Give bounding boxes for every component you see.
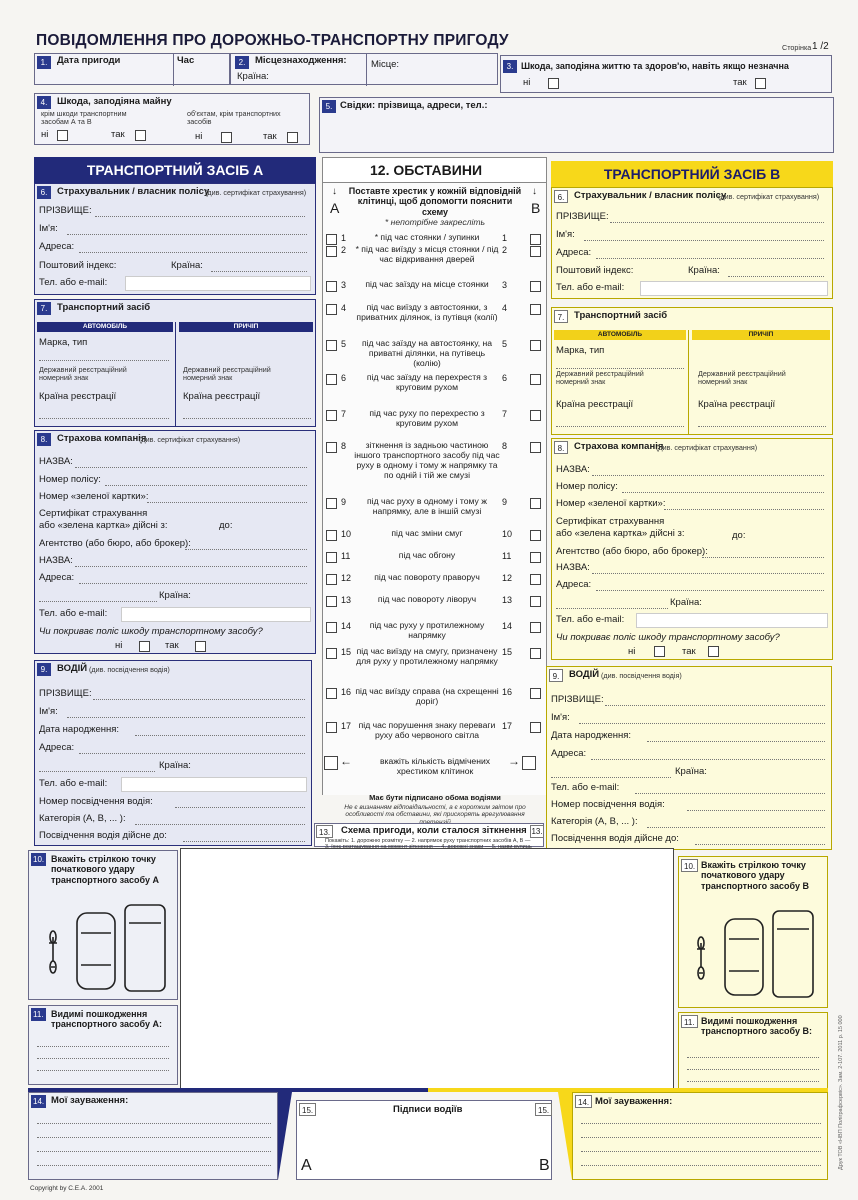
section-1-date[interactable] — [34, 53, 230, 85]
injury-yes-label: так — [733, 77, 747, 88]
driver-hint: (див. посвідчення водія) — [89, 665, 170, 674]
circumstance-text: зіткнення із задньою частиною іншого транспортного засобу під час руху в одному і тому ж напрямку та по одній і тій же смузі — [354, 440, 500, 480]
page-number: 1 /2 — [812, 41, 829, 52]
section-number: 8. — [554, 441, 568, 454]
agency-label: Агентство (або бюро, або брокер): — [556, 546, 708, 557]
section-8-insurer-b — [551, 438, 833, 660]
agency-phone-field-a[interactable] — [121, 607, 311, 622]
driver-name-label: Ім'я: — [551, 712, 570, 723]
property-b-no-checkbox[interactable] — [221, 132, 232, 143]
plate-label: Державний реєстраційний номерний знак — [556, 369, 644, 387]
section-10-impact-a — [28, 850, 178, 1000]
name-label: Ім'я: — [39, 223, 58, 234]
property-b-yes-label: так — [263, 131, 277, 142]
insurer-hint: (див. сертифікат страхування) — [656, 443, 758, 452]
circumstance-number-b: 1 — [502, 233, 508, 243]
covers-yes-checkbox-a[interactable] — [195, 641, 206, 652]
policy-label: Номер полісу: — [39, 474, 101, 485]
driver-hint: (див. посвідчення водія) — [601, 671, 682, 680]
driver-surname-label: ПРІЗВИЩЕ: — [551, 694, 604, 705]
insured-label: Страхувальник / власник полісу — [57, 186, 210, 197]
vehicle-silhouettes-a[interactable] — [39, 903, 171, 995]
sign-sub: Не є визнанням відповідальності, а є коротким звітом про особливості та обставини, які прискорять врегулювання — [344, 804, 526, 819]
damage-b-label: Видимі пошкодження транспортного засобу В: — [701, 1016, 812, 1037]
section-5-witnesses[interactable] — [319, 97, 834, 153]
circumstance-checkbox-a-6[interactable] — [326, 374, 337, 385]
trailer-tab: ПРИЧІП — [179, 322, 313, 332]
property-a-yes-checkbox[interactable] — [135, 130, 146, 141]
property-a-no-label: ні — [41, 129, 49, 140]
section-7-vehicle-b — [551, 307, 833, 435]
covers-no-checkbox-b[interactable] — [654, 646, 665, 657]
section-number: 10. — [33, 855, 45, 864]
circumstance-number-b: 4 — [502, 303, 508, 313]
circumstance-checkbox-a-13[interactable] — [326, 596, 337, 607]
circumstance-number-a: 5 — [341, 339, 347, 349]
page-title: ПОВІДОМЛЕННЯ ПРО ДОРОЖНЬО-ТРАНСПОРТНУ ПРИГОДУ — [36, 32, 509, 49]
agency-country-label: Країна: — [159, 590, 191, 601]
sketch-label: Схема пригоди, коли сталося зіткнення — [341, 825, 527, 836]
section-6-insured-a — [34, 183, 316, 295]
circumstance-checkbox-b-11[interactable] — [530, 552, 541, 563]
insurer-name-label: НАЗВА: — [556, 464, 590, 475]
property-b-yes-checkbox[interactable] — [287, 132, 298, 143]
circumstance-number-a: 16 — [341, 687, 352, 697]
section-13-number-b: 13. — [531, 827, 543, 836]
covers-no-checkbox-a[interactable] — [139, 641, 150, 652]
section-8-insurer-a — [34, 430, 316, 654]
driver-country-label: Країна: — [159, 760, 191, 771]
license-category-label: Категорія (А, В, ... ): — [551, 816, 638, 827]
section-number: 11. — [33, 1010, 44, 1019]
make-label: Марка, тип — [556, 345, 605, 356]
property-b-no-label: ні — [195, 131, 203, 142]
circumstance-checkbox-b-9[interactable] — [530, 498, 541, 509]
insured-hint: (див. сертифікат страхування) — [718, 192, 820, 201]
circumstance-checkbox-a-15[interactable] — [326, 648, 337, 659]
time-label: Час — [177, 55, 195, 66]
circumstance-number-a: 17 — [341, 721, 352, 731]
circumstance-checkbox-a-3[interactable] — [326, 281, 337, 292]
count-arrow-a: ← — [340, 754, 352, 768]
section-2-location[interactable] — [230, 53, 498, 85]
section-13-sketch-header — [314, 823, 544, 847]
circumstance-text: під час зміни смуг — [391, 528, 463, 538]
circumstance-checkbox-b-8[interactable] — [530, 442, 541, 453]
signature-b-area[interactable] — [427, 1123, 527, 1175]
covers-yes-checkbox-b[interactable] — [708, 646, 719, 657]
circumstance-checkbox-a-8[interactable] — [326, 442, 337, 453]
vehicle-a-header: ТРАНСПОРТНИЙ ЗАСІБ А — [34, 157, 316, 183]
phone-field-b[interactable] — [640, 281, 828, 296]
blue-wedge — [278, 1092, 292, 1180]
col-b-letter: B — [531, 200, 541, 216]
count-arrow-b: → — [508, 754, 520, 768]
agency-name-label: НАЗВА: — [556, 562, 590, 573]
phone-label: Тел. або e-mail: — [556, 282, 625, 293]
circumstance-text: * під час стоянки / зупинки — [374, 232, 480, 242]
insurer-label: Страхова компанія — [574, 441, 664, 452]
cert-label: Сертифікат страхування — [556, 516, 665, 527]
location-label: Місцезнаходження: — [255, 55, 347, 66]
circumstance-checkbox-a-12[interactable] — [326, 574, 337, 585]
section-number: 9. — [37, 663, 51, 676]
policy-label: Номер полісу: — [556, 481, 618, 492]
remarks-a-label: Мої зауваження: — [51, 1095, 129, 1106]
section-number: 9. — [549, 669, 563, 682]
license-valid-label: Посвідчення водія дійсне до: — [39, 830, 167, 841]
signature-b-letter: B — [539, 1157, 550, 1174]
driver-dob-label: Дата народження: — [39, 724, 120, 735]
postcode-label: Поштовий індекс: — [39, 260, 117, 271]
cert-label: Сертифікат страхування — [39, 508, 148, 519]
circumstance-text: під час виїзду справа (на схрещенні доріг) — [355, 686, 499, 706]
driver-phone-label: Тел. або e-mail: — [39, 778, 108, 789]
yellow-wedge — [558, 1092, 572, 1180]
address-label: Адреса: — [556, 247, 592, 258]
circumstance-number-a: 12 — [341, 573, 352, 583]
reg-country-label: Країна реєстрації — [556, 399, 634, 410]
circumstance-checkbox-b-5[interactable] — [530, 340, 541, 351]
country-label: Країна: — [237, 71, 269, 82]
driver-phone-label: Тел. або e-mail: — [551, 782, 620, 793]
car-tab: АВТОМОБІЛЬ — [554, 330, 686, 340]
signature-a-area[interactable] — [321, 1123, 421, 1175]
circumstance-number-a: 4 — [341, 303, 347, 313]
covers-yes-label: так — [165, 640, 179, 651]
circumstance-number-b: 15 — [502, 647, 513, 657]
circumstances-note: * непотрібне закресліть — [384, 217, 486, 227]
circumstance-checkbox-b-15[interactable] — [530, 648, 541, 659]
circumstance-number-a: 8 — [341, 441, 347, 451]
agency-phone-label: Тел. або e-mail: — [39, 608, 108, 619]
signature-a-letter: A — [301, 1157, 312, 1174]
section-number: 6. — [37, 186, 51, 199]
section-3-injury — [500, 55, 832, 93]
license-number-label: Номер посвідчення водія: — [551, 799, 665, 810]
agency-label: Агентство (або бюро, або брокер): — [39, 538, 191, 549]
circumstance-checkbox-b-14[interactable] — [530, 622, 541, 633]
copyright: Copyright by C.E.A. 2001 — [30, 1185, 104, 1192]
driver-surname-label: ПРІЗВИЩЕ: — [39, 688, 92, 699]
circumstance-checkbox-a-4[interactable] — [326, 304, 337, 315]
circumstance-number-b: 5 — [502, 339, 508, 349]
impact-b-label: Вкажіть стрілкою точку початкового удару транспортного засобу В — [701, 860, 809, 891]
circumstance-number-a: 3 — [341, 280, 347, 290]
section-4-property — [34, 93, 310, 145]
section-14-remarks-b[interactable] — [572, 1092, 828, 1180]
license-category-label: Категорія (А, В, ... ): — [39, 813, 126, 824]
vehicle-b-header: ТРАНСПОРТНИЙ ЗАСІБ В — [551, 161, 833, 187]
insurer-label: Страхова компанія — [57, 433, 147, 444]
driver-label: ВОДІЙ — [569, 669, 600, 680]
section-number: 2. — [235, 56, 249, 69]
vehicle-silhouettes-b[interactable] — [687, 909, 819, 1001]
section-11-damage-a[interactable] — [28, 1005, 178, 1085]
count-box-b[interactable] — [522, 756, 536, 770]
section-number: 5. — [322, 100, 336, 113]
circumstance-number-b: 12 — [502, 573, 513, 583]
circumstance-number-a: 13 — [341, 595, 352, 605]
injury-label: Шкода, заподіяна життю та здоров'ю, навіть якщо незначна — [521, 61, 789, 71]
surname-label: ПРІЗВИЩЕ: — [39, 205, 92, 216]
postcode-label: Поштовий індекс: — [556, 265, 634, 276]
circumstance-number-b: 10 — [502, 529, 513, 539]
insurer-name-label: НАЗВА: — [39, 456, 73, 467]
property-a-no-checkbox[interactable] — [57, 130, 68, 141]
circumstance-text: * під час виїзду з місця стоянки / під час відкривання дверей — [355, 244, 499, 264]
driver-address-label: Адреса: — [551, 748, 587, 759]
circumstance-number-a: 11 — [341, 551, 351, 561]
trailer-tab: ПРИЧІП — [692, 330, 830, 340]
insurer-hint: (див. сертифікат страхування) — [139, 435, 241, 444]
circumstance-checkbox-b-1[interactable] — [530, 234, 541, 245]
remarks-b-label: Мої зауваження: — [595, 1096, 673, 1107]
circumstance-number-b: 2 — [502, 245, 508, 255]
circumstance-text: під час заїзду на автостоянку, на приватні ділянки, на путівець (колію) — [361, 338, 493, 368]
circumstance-text: під час руху в одному і тому ж напрямку, але в іншій смузі — [367, 496, 487, 516]
circumstance-checkbox-b-17[interactable] — [530, 722, 541, 733]
circumstance-text: під час заїзду на перехрестя з круговим рухом — [366, 372, 488, 392]
reg-country-label: Країна реєстрації — [39, 391, 117, 402]
circumstance-number-a: 9 — [341, 497, 347, 507]
section-number: 13. — [316, 825, 333, 838]
injury-no-label: ні — [523, 77, 531, 88]
circumstance-checkbox-a-5[interactable] — [326, 340, 337, 351]
license-number-label: Номер посвідчення водія: — [39, 796, 153, 807]
circumstance-checkbox-a-14[interactable] — [326, 622, 337, 633]
driver-dob-label: Дата народження: — [551, 730, 632, 741]
country-label: Країна: — [171, 260, 203, 271]
damage-a-label: Видимі пошкодження транспортного засобу А: — [51, 1009, 162, 1030]
section-number: 8. — [37, 433, 51, 446]
col-a-arrow: ↓ — [332, 186, 337, 197]
agency-country-label: Країна: — [670, 597, 702, 608]
count-box-a[interactable] — [324, 756, 338, 770]
vehicle-label: Транспортний засіб — [57, 302, 151, 313]
circumstance-number-b: 11 — [502, 551, 512, 561]
driver-phone-field-a[interactable] — [121, 777, 307, 792]
surname-label: ПРІЗВИЩЕ: — [556, 211, 609, 222]
section-number: 7. — [554, 310, 568, 323]
circumstance-checkbox-a-9[interactable] — [326, 498, 337, 509]
col-a-letter: A — [330, 200, 340, 216]
circumstance-checkbox-a-11[interactable] — [326, 552, 337, 563]
section-number: 15. — [299, 1103, 316, 1116]
circumstance-text: під час повороту ліворуч — [377, 594, 477, 604]
covers-label: Чи покриває поліс шкоду транспортному засобу? — [39, 626, 263, 637]
section-10-impact-b — [678, 856, 828, 1008]
circumstance-number-b: 6 — [502, 373, 508, 383]
circumstance-checkbox-a-16[interactable] — [326, 688, 337, 699]
trailer-country-label: Країна реєстрації — [698, 399, 776, 410]
circumstance-checkbox-b-6[interactable] — [530, 374, 541, 385]
property-a-yes-label: так — [111, 129, 125, 140]
circumstance-number-b: 13 — [502, 595, 513, 605]
section-11-damage-b[interactable] — [678, 1012, 828, 1090]
circumstance-number-b: 14 — [502, 621, 513, 631]
covers-label: Чи покриває поліс шкоду транспортному засобу? — [556, 632, 780, 643]
plate-label: Державний реєстраційний номерний знак — [39, 365, 127, 383]
license-valid-label: Посвідчення водія дійсне до: — [551, 833, 679, 844]
injury-yes-checkbox[interactable] — [755, 78, 766, 89]
circumstance-text: під час виїзду з автостоянки, з приватних ділянок, із путівця (колії) — [356, 302, 498, 322]
circumstance-checkbox-b-3[interactable] — [530, 281, 541, 292]
circumstance-text: під час виїзду на смугу, призначену для руху у протилежному напрямку — [356, 646, 498, 666]
sign-note: Має бути підписано обома водіями — [369, 793, 501, 802]
circumstance-checkbox-a-17[interactable] — [326, 722, 337, 733]
cert-to-label: до: — [219, 520, 233, 531]
agency-address-label: Адреса: — [556, 579, 592, 590]
side-print: Друк ТОВ «НВП Поліграфсервіс». Зам. 2-107. 2011 р. 15 000 — [838, 1015, 844, 1170]
circumstance-checkbox-a-10[interactable] — [326, 530, 337, 541]
cert-to-label: до: — [732, 530, 746, 541]
circumstance-checkbox-b-7[interactable] — [530, 410, 541, 421]
agency-phone-field-b[interactable] — [636, 613, 828, 628]
page-label: Сторінка — [782, 43, 812, 52]
circumstance-text: під час руху у протилежному напрямку — [369, 620, 485, 640]
section-number: 10. — [681, 859, 698, 872]
place-label: Місце: — [371, 59, 400, 70]
circumstance-checkbox-b-13[interactable] — [530, 596, 541, 607]
circumstances-instructions: Поставте хрестик у кожній відповідній клітинці, щоб допомогти пояснити схему — [348, 186, 522, 217]
address-label: Адреса: — [39, 241, 75, 252]
phone-label: Тел. або e-mail: — [39, 277, 108, 288]
circumstance-text: під час руху по перехрестю з круговим рухом — [369, 408, 485, 428]
witnesses-label: Свідки: прізвища, адреси, тел.: — [340, 100, 488, 111]
covers-no-label: ні — [115, 640, 123, 651]
circumstance-checkbox-a-1[interactable] — [326, 234, 337, 245]
agency-address-label: Адреса: — [39, 572, 75, 583]
section-6-insured-b — [551, 187, 833, 299]
cert-valid-label: або «зелена картка» дійсні з: — [556, 528, 685, 539]
make-label: Марка, тип — [39, 337, 88, 348]
circumstance-number-b: 17 — [502, 721, 513, 731]
circumstance-text: під час повороту праворуч — [374, 572, 480, 582]
property-label: Шкода, заподіяна майну — [57, 96, 172, 107]
cert-valid-label: або «зелена картка» дійсні з: — [39, 520, 168, 531]
agency-name-label: НАЗВА: — [39, 555, 73, 566]
circumstance-number-b: 3 — [502, 280, 508, 290]
section-number: 14. — [33, 1097, 45, 1106]
country-label: Країна: — [688, 265, 720, 276]
section-number: 4. — [37, 96, 51, 109]
circumstance-number-a: 15 — [341, 647, 352, 657]
section-number: 11. — [681, 1015, 698, 1028]
section-number-b: 15. — [535, 1103, 552, 1116]
signatures-label: Підписи водіїв — [393, 1104, 463, 1115]
circumstance-checkbox-a-2[interactable] — [326, 246, 337, 257]
sketch-canvas[interactable] — [180, 848, 674, 1090]
circumstance-number-a: 7 — [341, 409, 347, 419]
impact-a-label: Вкажіть стрілкою точку початкового удару транспортного засобу А — [51, 854, 159, 885]
circumstance-checkbox-b-4[interactable] — [530, 304, 541, 315]
section-9-driver-a — [34, 660, 312, 846]
date-label: Дата пригоди — [57, 55, 121, 66]
injury-no-checkbox[interactable] — [548, 78, 559, 89]
covers-yes-label: так — [682, 646, 696, 657]
trailer-country-label: Країна реєстрації — [183, 391, 261, 402]
circumstance-checkbox-b-10[interactable] — [530, 530, 541, 541]
section-number: 14. — [575, 1095, 592, 1108]
circumstance-number-a: 1 — [341, 233, 347, 243]
agency-phone-label: Тел. або e-mail: — [556, 614, 625, 625]
circumstance-text: під час порушення знаку переваги руху або червоного світла — [358, 720, 496, 740]
circumstance-number-b: 7 — [502, 409, 508, 419]
green-card-label: Номер «зеленої картки»: — [556, 498, 666, 509]
section-15-signatures — [296, 1100, 552, 1180]
circumstance-checkbox-b-2[interactable] — [530, 246, 541, 257]
car-tab: АВТОМОБІЛЬ — [37, 322, 173, 332]
circumstance-text: під час заїзду на місце стоянки — [365, 279, 489, 289]
covers-no-label: ні — [628, 646, 636, 657]
circumstance-number-a: 14 — [341, 621, 352, 631]
section-number: 6. — [554, 190, 568, 203]
green-card-label: Номер «зеленої картки»: — [39, 491, 149, 502]
section-number: 1. — [37, 56, 51, 69]
circumstance-checkbox-b-16[interactable] — [530, 688, 541, 699]
circumstance-number-b: 8 — [502, 441, 508, 451]
trailer-plate-label: Державний реєстраційний номерний знак — [698, 369, 786, 387]
count-label: вкажіть кількість відмічених хрестиком клітинок — [379, 756, 491, 776]
name-label: Ім'я: — [556, 229, 575, 240]
section-7-vehicle-a — [34, 299, 316, 427]
circumstance-checkbox-a-7[interactable] — [326, 410, 337, 421]
property-a-label: крім шкоди транспортним засобам А та В — [41, 109, 127, 127]
sketch-legend: Покажіть: 1. дорожню розмітку — 2. напрямок руху транспортних засобів А, В — — [325, 838, 531, 844]
circumstance-checkbox-b-12[interactable] — [530, 574, 541, 585]
circumstance-number-a: 10 — [341, 529, 352, 539]
phone-field-a[interactable] — [125, 276, 311, 291]
driver-name-label: Ім'я: — [39, 706, 58, 717]
driver-address-label: Адреса: — [39, 742, 75, 753]
section-number: 3. — [503, 60, 517, 73]
property-b-label: об'єктам, крім транспортних засобів — [187, 109, 281, 127]
section-14-remarks-a[interactable] — [28, 1092, 278, 1180]
section-9-driver-b — [546, 666, 832, 850]
trailer-plate-label: Державний реєстраційний номерний знак — [183, 365, 271, 383]
driver-label: ВОДІЙ — [57, 663, 88, 674]
driver-country-label: Країна: — [675, 766, 707, 777]
col-b-arrow: ↓ — [532, 186, 537, 197]
vehicle-label: Транспортний засіб — [574, 310, 668, 321]
insured-label: Страхувальник / власник полісу — [574, 190, 727, 201]
insured-hint: (див. сертифікат страхування) — [205, 188, 307, 197]
circumstance-text: під час обгону — [398, 550, 456, 560]
section-number: 7. — [37, 302, 51, 315]
circumstance-number-a: 6 — [341, 373, 347, 383]
circumstance-number-b: 9 — [502, 497, 508, 507]
circumstances-title: 12. ОБСТАВИНИ — [370, 162, 483, 178]
circumstance-number-a: 2 — [341, 245, 347, 255]
circumstance-number-b: 16 — [502, 687, 513, 697]
